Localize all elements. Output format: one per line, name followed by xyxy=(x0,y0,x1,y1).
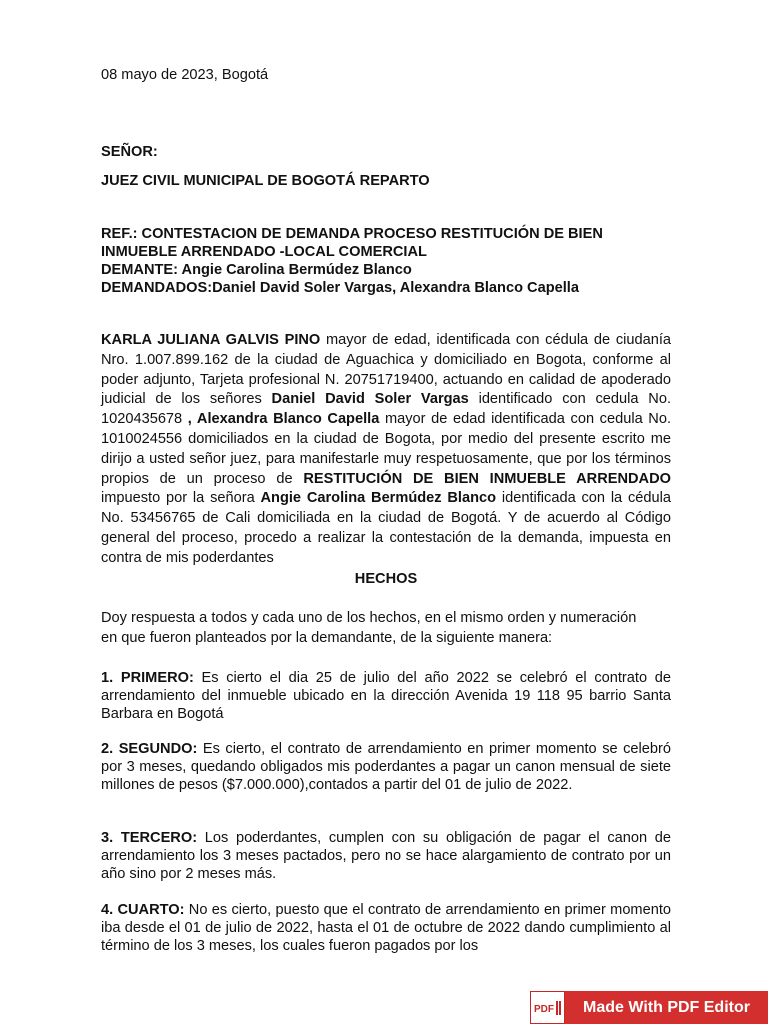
reference-line-2: INMUEBLE ARRENDADO -LOCAL COMERCIAL xyxy=(101,244,427,260)
defendants-line: DEMANDADOS:Daniel David Soler Vargas, Alexandra Blanco Capella xyxy=(101,280,579,296)
date-line: 08 mayo de 2023, Bogotá xyxy=(101,67,269,83)
hechos-heading: HECHOS xyxy=(354,571,418,587)
attorney-name: KARLA JULIANA GALVIS PINO xyxy=(101,332,321,348)
fact-2 xyxy=(101,740,671,794)
pdf-editor-badge[interactable] xyxy=(530,991,768,1024)
fact-4 xyxy=(101,901,671,955)
addressee: JUEZ CIVIL MUNICIPAL DE BOGOTÁ REPARTO xyxy=(101,173,430,189)
intro-text-3: mayor de edad identificada con cedula No. 1010024556 domiciliados en la ciudad de Bogota, por medio del presente escrito me dirijo a usted señor juez, para manifestarle muy respetuosamente, que por los términos propios de un proceso de xyxy=(101,411,672,487)
pdf-icon xyxy=(530,991,565,1024)
intro-text-5: identificada con la cédula No. 53456765 de Cali domiciliada en la ciudad de Bogotá. Y de acuerdo al Código general del proceso, procedo a realizar la contestación de la demanda, impuesta en contra de mis poderdantes xyxy=(101,490,671,566)
pdf-icon-text: PDF xyxy=(533,1003,554,1015)
fact-text: Es cierto el dia 25 de julio del año 2022 se celebró el contrato de arrendamiento del inmueble ubicado en la dirección Avenida 19 118 95 barrio Santa Barbara en Bogotá xyxy=(101,670,671,722)
fact-label: 3. TERCERO: xyxy=(101,830,198,846)
pdf-icon-graphic xyxy=(533,998,563,1018)
defendant-name-1: Daniel David Soler Vargas xyxy=(271,391,469,408)
fact-label: 1. PRIMERO: xyxy=(101,670,194,686)
response-line-1: Doy respuesta a todos y cada uno de los hechos, en el mismo orden y numeración xyxy=(101,610,637,626)
plaintiff-name: Angie Carolina Bermúdez Blanco xyxy=(260,490,497,507)
fact-text: No es cierto, puesto que el contrato de arrendamiento en primer momento iba desde el 01 de julio de 2022, hasta el 01 de octubre de 2022 dando cumplimiento al término de los 3 meses, los cuales fueron pagados por los xyxy=(101,902,671,954)
fact-label: 2. SEGUNDO: xyxy=(101,741,198,757)
intro-text-1: mayor de edad, identificada con cédula de ciudanía Nro. 1.007.899.162 de la ciudad de Aguachica y domiciliado en Bogota, conforme al poder adjunto, Tarjeta profesional N. 20751719400, actuando en calidad de apoderado judicial de los señores xyxy=(101,332,671,408)
fact-text: Los poderdantes, cumplen con su obligación de pagar el canon de arrendamiento los 3 meses pactados, pero no se hace alargamiento de contrato por un año sino por 2 meses más. xyxy=(101,830,671,882)
fact-label: 4. CUARTO: xyxy=(101,902,185,918)
reference-line-1: REF.: CONTESTACION DE DEMANDA PROCESO RESTITUCIÓN DE BIEN xyxy=(101,226,603,242)
process-name: RESTITUCIÓN DE BIEN INMUEBLE ARRENDADO xyxy=(303,470,671,487)
intro-paragraph xyxy=(101,331,671,569)
response-line-2: en que fueron planteados por la demandante, de la siguiente manera: xyxy=(101,630,553,646)
salutation: SEÑOR: xyxy=(101,144,158,160)
intro-text-2: identificado con cedula No. 1020435678 xyxy=(101,391,671,428)
fact-text: Es cierto, el contrato de arrendamiento en primer momento se celebró por 3 meses, quedando obligados mis poderdantes a pagar un canon mensual de siete millones de pesos ($7.000.000),contados a partir del 01 de julio de 2022. xyxy=(101,741,671,793)
fact-1 xyxy=(101,669,671,723)
defendant-name-2: , Alexandra Blanco Capella xyxy=(187,411,380,428)
intro-text-4: impuesto por la señora xyxy=(101,490,261,507)
badge-label: Made With PDF Editor xyxy=(565,991,768,1024)
fact-3 xyxy=(101,829,671,883)
plaintiff-line: DEMANTE: Angie Carolina Bermúdez Blanco xyxy=(101,262,412,278)
